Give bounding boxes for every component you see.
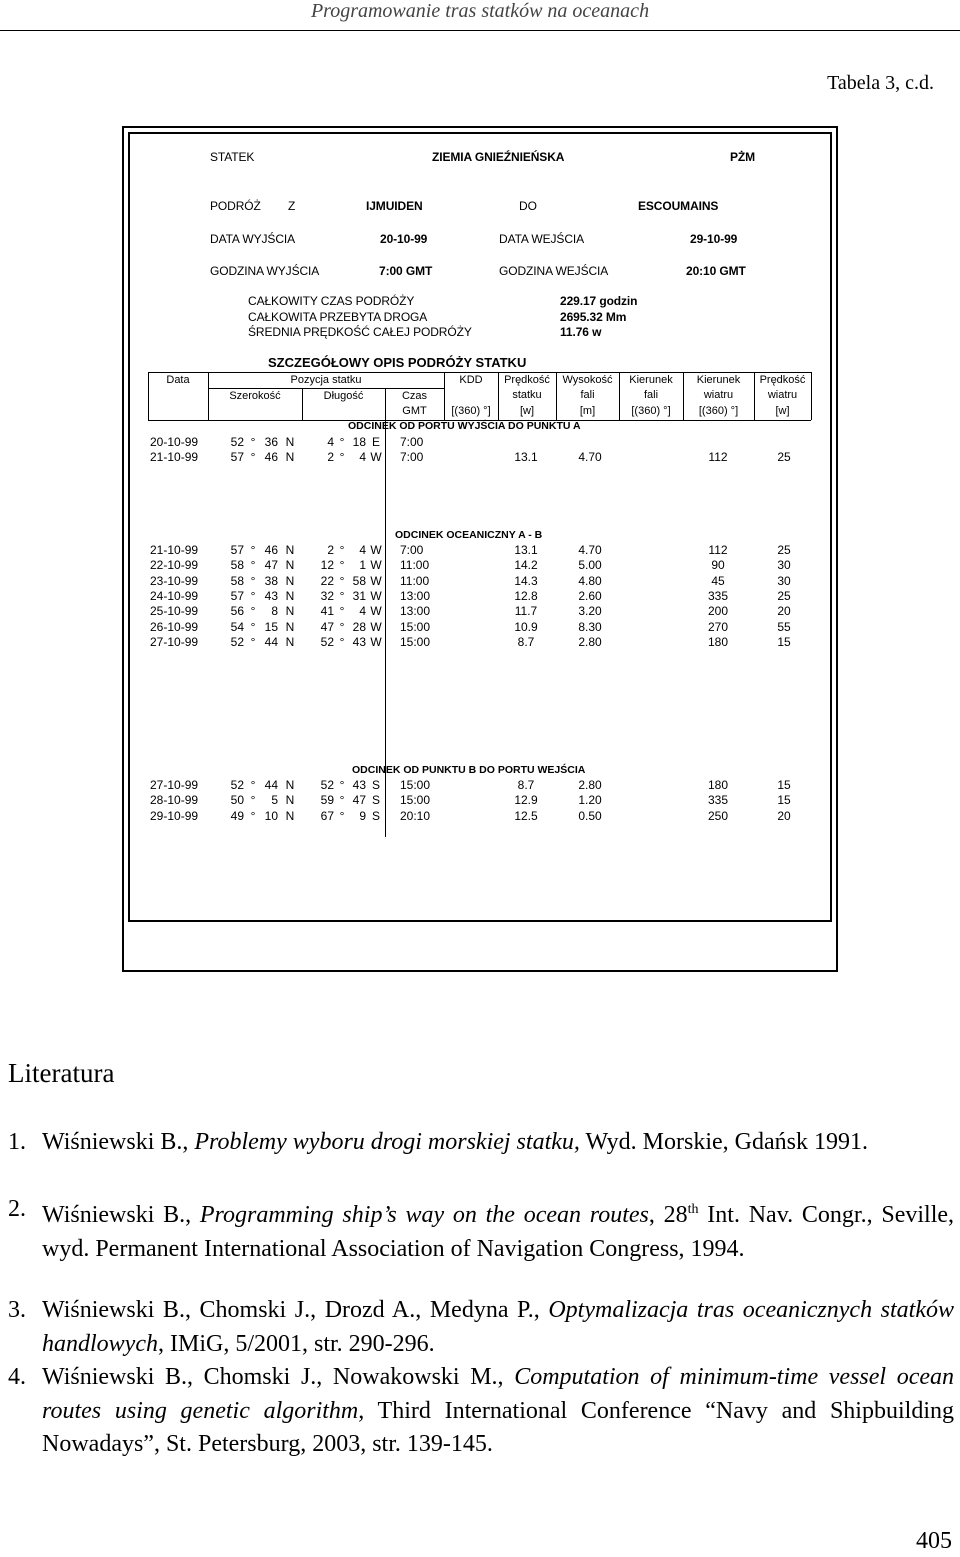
cell-wind-dir: 335: [707, 793, 729, 808]
cell-time: 11:00: [400, 573, 430, 588]
cell-date: 23-10-99: [150, 573, 199, 588]
cell-date: 20-10-99: [150, 435, 199, 449]
degree-symbol: °: [339, 634, 345, 649]
header-wave-dir: Kierunek: [629, 374, 673, 386]
cell-time: 7:00: [400, 543, 424, 557]
avg-speed: 11.76 w: [560, 325, 602, 339]
cell-wind-dir: 180: [707, 634, 729, 649]
cell-lat-min: 43: [264, 588, 278, 603]
cell-speed: 8.7: [517, 778, 535, 792]
cell-lon-deg: 4: [327, 435, 334, 449]
cell-lon-min: 47: [352, 793, 366, 808]
cell-wave-h: 3.20: [578, 604, 602, 619]
cell-lon-deg: 52: [320, 778, 334, 792]
cell-wind-dir: 270: [707, 619, 729, 634]
cell-wind-dir: 200: [707, 604, 729, 619]
cell-lat-min: 8: [271, 604, 278, 619]
cell-lon-min: 31: [352, 588, 366, 603]
reference-rest: , 28: [648, 1202, 688, 1228]
cell-lon-deg: 67: [320, 808, 334, 823]
cell-lon-min: 9: [359, 808, 366, 823]
cell-wind-dir: 112: [708, 450, 728, 465]
cell-lon-deg: 59: [320, 793, 334, 808]
reference-title: Programming ship’s way on the ocean routes: [199, 1202, 649, 1228]
header-wave-dir-2: fali: [643, 389, 659, 401]
reference-rest-2: Int. Nav. Congr., Seville, wyd. Permanent International Association of Navigation Congress, 1994.: [42, 1202, 955, 1262]
reference-rest: Third International Conference “Navy and Shipbuilding Nowadays”, St. Petersburg, 2003, str. 139-145.: [42, 1397, 954, 1458]
cell-date: 27-10-99: [150, 634, 199, 649]
total-time: 229.17 godzin: [560, 294, 638, 308]
cell-wind-speed: 20: [777, 808, 791, 823]
cell-lat-h: N: [285, 808, 295, 823]
cell-wave-h: 2.80: [578, 778, 602, 792]
reference-number: 1.: [8, 1129, 26, 1155]
statek-label: STATEK: [210, 150, 255, 164]
cell-wave-h: 0.50: [578, 808, 602, 823]
header-longitude: Długość: [323, 390, 364, 402]
cell-wind-dir: 335: [707, 588, 729, 603]
degree-symbol: °: [339, 808, 345, 823]
header-wave-height-2: fali: [580, 389, 595, 401]
cell-wind-speed: 30: [777, 558, 791, 573]
cell-lon-min: 28: [352, 619, 366, 634]
cell-wind-speed: 15: [777, 793, 791, 808]
reference-authors: Wiśniewski B.,: [42, 1202, 200, 1228]
page-number: 405: [916, 1528, 952, 1554]
cell-lat-h: N: [285, 793, 295, 808]
arrival-date-label: DATA WEJŚCIA: [499, 232, 585, 246]
cell-time: 13:00: [400, 604, 431, 619]
cell-speed: 13.1: [514, 450, 538, 465]
cell-wind-speed: 25: [777, 588, 791, 603]
degree-symbol: °: [339, 558, 345, 573]
header-kdd-unit: [(360) °]: [451, 405, 491, 417]
degree-symbol: °: [339, 604, 345, 619]
cell-lat-min: 15: [264, 619, 278, 634]
header-speed-unit: [w]: [519, 405, 535, 417]
header-latitude: Szerokość: [229, 390, 281, 402]
position-rule: [208, 388, 444, 389]
cell-lat-min: 38: [264, 573, 278, 588]
cell-lat-h: N: [285, 604, 295, 619]
cell-lat-min: 46: [264, 450, 278, 465]
cell-speed: 11.7: [514, 604, 538, 619]
degree-symbol: °: [250, 450, 256, 465]
header-speed: Prędkość: [504, 374, 550, 386]
cell-date: 29-10-99: [150, 808, 199, 823]
to-port: ESCOUMAINS: [638, 199, 719, 213]
cell-date: 26-10-99: [150, 619, 199, 634]
cell-date: 21-10-99: [150, 450, 199, 465]
cell-date: 22-10-99: [150, 558, 199, 573]
cell-lon-h: W: [370, 634, 382, 649]
cell-wind-speed: 25: [777, 543, 791, 557]
degree-symbol: °: [250, 619, 256, 634]
cell-wave-h: 2.60: [578, 588, 602, 603]
cell-time: 11:00: [400, 558, 430, 573]
reference-number: 4.: [8, 1364, 26, 1390]
cell-lon-deg: 41: [320, 604, 334, 619]
reference-item: [8, 1193, 954, 1266]
cell-lon-min: 58: [352, 573, 366, 588]
cell-date: 24-10-99: [150, 588, 199, 603]
cell-lon-deg: 22: [320, 573, 334, 588]
degree-symbol: °: [250, 778, 256, 792]
cell-lon-min: 43: [352, 778, 366, 792]
header-wind-speed: Prędkość: [759, 374, 806, 386]
degree-symbol: °: [339, 619, 345, 634]
cell-date: 27-10-99: [150, 778, 199, 792]
cell-lon-h: S: [371, 778, 380, 792]
cell-lat-h: N: [285, 619, 295, 634]
degree-symbol: °: [250, 634, 256, 649]
cell-lat-deg: 50: [230, 793, 244, 808]
cell-wave-h: 4.70: [578, 450, 602, 465]
cell-time: 15:00: [400, 793, 431, 808]
cell-lat-deg: 49: [230, 808, 244, 823]
cell-lat-deg: 52: [230, 435, 244, 449]
cell-speed: 12.5: [514, 808, 538, 823]
cell-speed: 14.2: [514, 558, 538, 573]
cell-lat-h: N: [285, 558, 295, 573]
from-label: Z: [288, 199, 296, 213]
cell-wind-speed: 30: [777, 573, 791, 588]
cell-lon-h: W: [370, 588, 382, 603]
cell-speed: 12.9: [514, 793, 538, 808]
from-port: IJMUIDEN: [366, 199, 423, 213]
cell-date: 28-10-99: [150, 793, 199, 808]
ship-name: ZIEMIA GNIEŹNIEŃSKA: [432, 150, 565, 164]
cell-lat-h: N: [285, 435, 295, 449]
cell-time: 7:00: [400, 450, 424, 465]
header-wind-speed-unit: [w]: [775, 405, 790, 417]
degree-symbol: °: [250, 543, 256, 557]
cell-lon-min: 1: [359, 558, 366, 573]
details-title: SZCZEGÓŁOWY OPIS PODRÓŻY STATKU: [268, 355, 527, 370]
section-title-2: ODCINEK OCEANICZNY A - B: [395, 529, 543, 541]
cell-lat-deg: 58: [230, 573, 244, 588]
cell-lon-min: 4: [359, 450, 366, 465]
cell-lat-min: 5: [271, 793, 278, 808]
table-top-rule: [148, 372, 811, 373]
degree-symbol: °: [339, 435, 345, 449]
arrival-time: 20:10 GMT: [686, 264, 746, 278]
cell-lat-h: N: [285, 450, 295, 465]
cell-lon-deg: 2: [327, 450, 334, 465]
cell-lat-deg: 52: [230, 778, 244, 792]
section-title-3: ODCINEK OD PUNKTU B DO PORTU WEJŚCIA: [352, 764, 586, 776]
cell-lon-h: W: [370, 558, 382, 573]
arrival-date: 29-10-99: [690, 232, 738, 246]
cell-lon-min: 43: [352, 634, 366, 649]
cell-time: 15:00: [400, 619, 431, 634]
cell-time: 15:00: [400, 778, 431, 792]
cell-lat-min: 46: [264, 543, 278, 557]
cell-wind-dir: 112: [708, 543, 728, 557]
cell-lat-h: N: [285, 778, 295, 792]
cell-wind-speed: 55: [777, 619, 791, 634]
cell-lat-h: N: [285, 543, 295, 557]
cell-lat-deg: 57: [230, 450, 244, 465]
cell-lon-min: 18: [352, 435, 366, 449]
cell-lon-deg: 2: [327, 543, 334, 557]
cell-wind-dir: 180: [707, 778, 729, 792]
cell-wind-dir: 250: [707, 808, 729, 823]
ship-flag: PŻM: [730, 150, 756, 164]
header-time-gmt: GMT: [402, 405, 427, 417]
cell-lat-h: N: [285, 573, 295, 588]
cell-lon-h: S: [371, 793, 380, 808]
degree-symbol: °: [339, 778, 345, 792]
reference-superscript: th: [687, 1202, 699, 1217]
departure-time: 7:00 GMT: [379, 264, 433, 278]
total-time-label: CAŁKOWITY CZAS PODRÓŻY: [248, 294, 415, 308]
cell-lat-deg: 54: [230, 619, 244, 634]
cell-wind-speed: 15: [777, 778, 791, 792]
cell-time: 20:10: [400, 808, 431, 823]
cell-lon-h: W: [370, 604, 382, 619]
cell-wave-h: 4.70: [578, 543, 602, 557]
degree-symbol: °: [339, 450, 345, 465]
cell-speed: 10.9: [514, 619, 538, 634]
cell-lat-deg: 52: [230, 634, 244, 649]
cell-lon-min: 4: [359, 543, 366, 557]
cell-lat-min: 36: [264, 435, 278, 449]
cell-lon-deg: 47: [320, 619, 334, 634]
cell-lat-deg: 57: [230, 543, 244, 557]
cell-lon-min: 4: [359, 604, 366, 619]
cell-date: 25-10-99: [150, 604, 199, 619]
reference-authors: Wiśniewski B., Chomski J., Drozd A., Medyna P.,: [42, 1297, 549, 1323]
reference-title: Computation of minimum-time vessel ocean routes using genetic algorithm,: [42, 1364, 955, 1424]
cell-lat-min: 10: [264, 808, 278, 823]
header-wave-height-unit: [m]: [579, 405, 596, 417]
header-wind-speed-2: wiatru: [767, 389, 798, 401]
header-kdd: KDD: [459, 374, 483, 386]
podroz-label: PODRÓŻ: [210, 199, 261, 213]
reference-item: [8, 1126, 954, 1160]
cell-lat-h: N: [285, 588, 295, 603]
cell-time: 13:00: [400, 588, 431, 603]
reference-number: 2.: [8, 1196, 26, 1222]
literature-heading: Literatura: [8, 1058, 115, 1088]
cell-wind-dir: 45: [711, 573, 725, 588]
cell-time: 7:00: [400, 435, 424, 449]
cell-speed: 14.3: [514, 573, 538, 588]
cell-speed: 13.1: [514, 543, 538, 557]
cell-wind-speed: 25: [777, 450, 791, 465]
reference-authors: Wiśniewski B.,: [42, 1129, 195, 1155]
cell-lon-h: S: [371, 808, 380, 823]
reference-title: Optymalizacja tras oceanicznych statków handlowych: [42, 1297, 954, 1357]
degree-symbol: °: [250, 793, 256, 808]
header-wave-height: Wysokość: [562, 374, 613, 386]
header-time: Czas: [401, 390, 428, 402]
degree-symbol: °: [250, 435, 256, 449]
total-distance-label: CAŁKOWITA PRZEBYTA DROGA: [248, 310, 428, 324]
arrival-time-label: GODZINA WEJŚCIA: [499, 264, 609, 278]
cell-date: 21-10-99: [150, 543, 199, 557]
cell-lat-min: 47: [264, 558, 278, 573]
cell-speed: 12.8: [514, 588, 538, 603]
degree-symbol: °: [339, 793, 345, 808]
cell-lon-deg: 12: [320, 558, 334, 573]
cell-lon-h: W: [370, 619, 382, 634]
header-rule: [0, 30, 960, 31]
running-header: Programowanie tras statków na oceanach: [310, 0, 650, 22]
cell-lat-min: 44: [264, 634, 278, 649]
header-wind-dir-unit: [(360) °]: [698, 405, 739, 417]
degree-symbol: °: [250, 808, 256, 823]
departure-date: 20-10-99: [380, 232, 428, 246]
degree-symbol: °: [250, 604, 256, 619]
header-speed-2: statku: [512, 389, 542, 401]
degree-symbol: °: [250, 558, 256, 573]
section-title-1: ODCINEK OD PORTU WYJŚCIA DO PUNKTU A: [348, 420, 581, 432]
departure-time-label: GODZINA WYJŚCIA: [210, 264, 320, 278]
header-wind-dir-2: wiatru: [703, 389, 734, 401]
header-wave-dir-unit: [(360) °]: [631, 405, 671, 417]
total-distance: 2695.32 Mm: [560, 310, 627, 324]
cell-lon-h: W: [370, 543, 382, 557]
reference-authors: Wiśniewski B., Chomski J., Nowakowski M.,: [42, 1364, 515, 1390]
header-date: Data: [166, 374, 190, 386]
cell-lat-deg: 58: [230, 558, 244, 573]
degree-symbol: °: [339, 543, 345, 557]
cell-wave-h: 1.20: [578, 793, 602, 808]
cell-wave-h: 8.30: [578, 619, 602, 634]
cell-lon-deg: 32: [320, 588, 334, 603]
cell-wave-h: 5.00: [578, 558, 602, 573]
degree-symbol: °: [339, 588, 345, 603]
cell-wind-speed: 20: [777, 604, 791, 619]
degree-symbol: °: [250, 588, 256, 603]
cell-lat-deg: 56: [230, 604, 244, 619]
cell-lon-deg: 52: [320, 634, 334, 649]
cell-lon-h: W: [370, 450, 382, 465]
cell-wind-dir: 90: [711, 558, 725, 573]
cell-lat-min: 44: [264, 778, 278, 792]
cell-lon-h: E: [371, 435, 380, 449]
cell-lat-h: N: [285, 634, 295, 649]
header-position: Pozycja statku: [290, 374, 362, 386]
reference-rest: , IMiG, 5/2001, str. 290-296.: [157, 1330, 435, 1357]
table-caption: Tabela 3, c.d.: [827, 72, 934, 94]
cell-lon-h: W: [370, 573, 382, 588]
reference-item: [8, 1294, 954, 1361]
avg-speed-label: ŚREDNIA PRĘDKOŚĆ CAŁEJ PODRÓŻY: [248, 325, 472, 339]
cell-lat-deg: 57: [230, 588, 244, 603]
cell-time: 15:00: [400, 634, 431, 649]
reference-title: Problemy wyboru drogi morskiej statku,: [194, 1129, 580, 1155]
departure-date-label: DATA WYJŚCIA: [210, 232, 296, 246]
header-wind-dir: Kierunek: [696, 374, 741, 386]
reference-number: 3.: [8, 1297, 26, 1323]
reference-item: [8, 1361, 954, 1462]
reference-rest: Wyd. Morskie, Gdańsk 1991.: [579, 1129, 868, 1155]
degree-symbol: °: [339, 573, 345, 588]
cell-wind-speed: 15: [777, 634, 791, 649]
cell-wave-h: 4.80: [578, 573, 602, 588]
cell-speed: 8.7: [517, 634, 535, 649]
degree-symbol: °: [250, 573, 256, 588]
to-label: DO: [519, 199, 537, 213]
cell-wave-h: 2.80: [578, 634, 602, 649]
